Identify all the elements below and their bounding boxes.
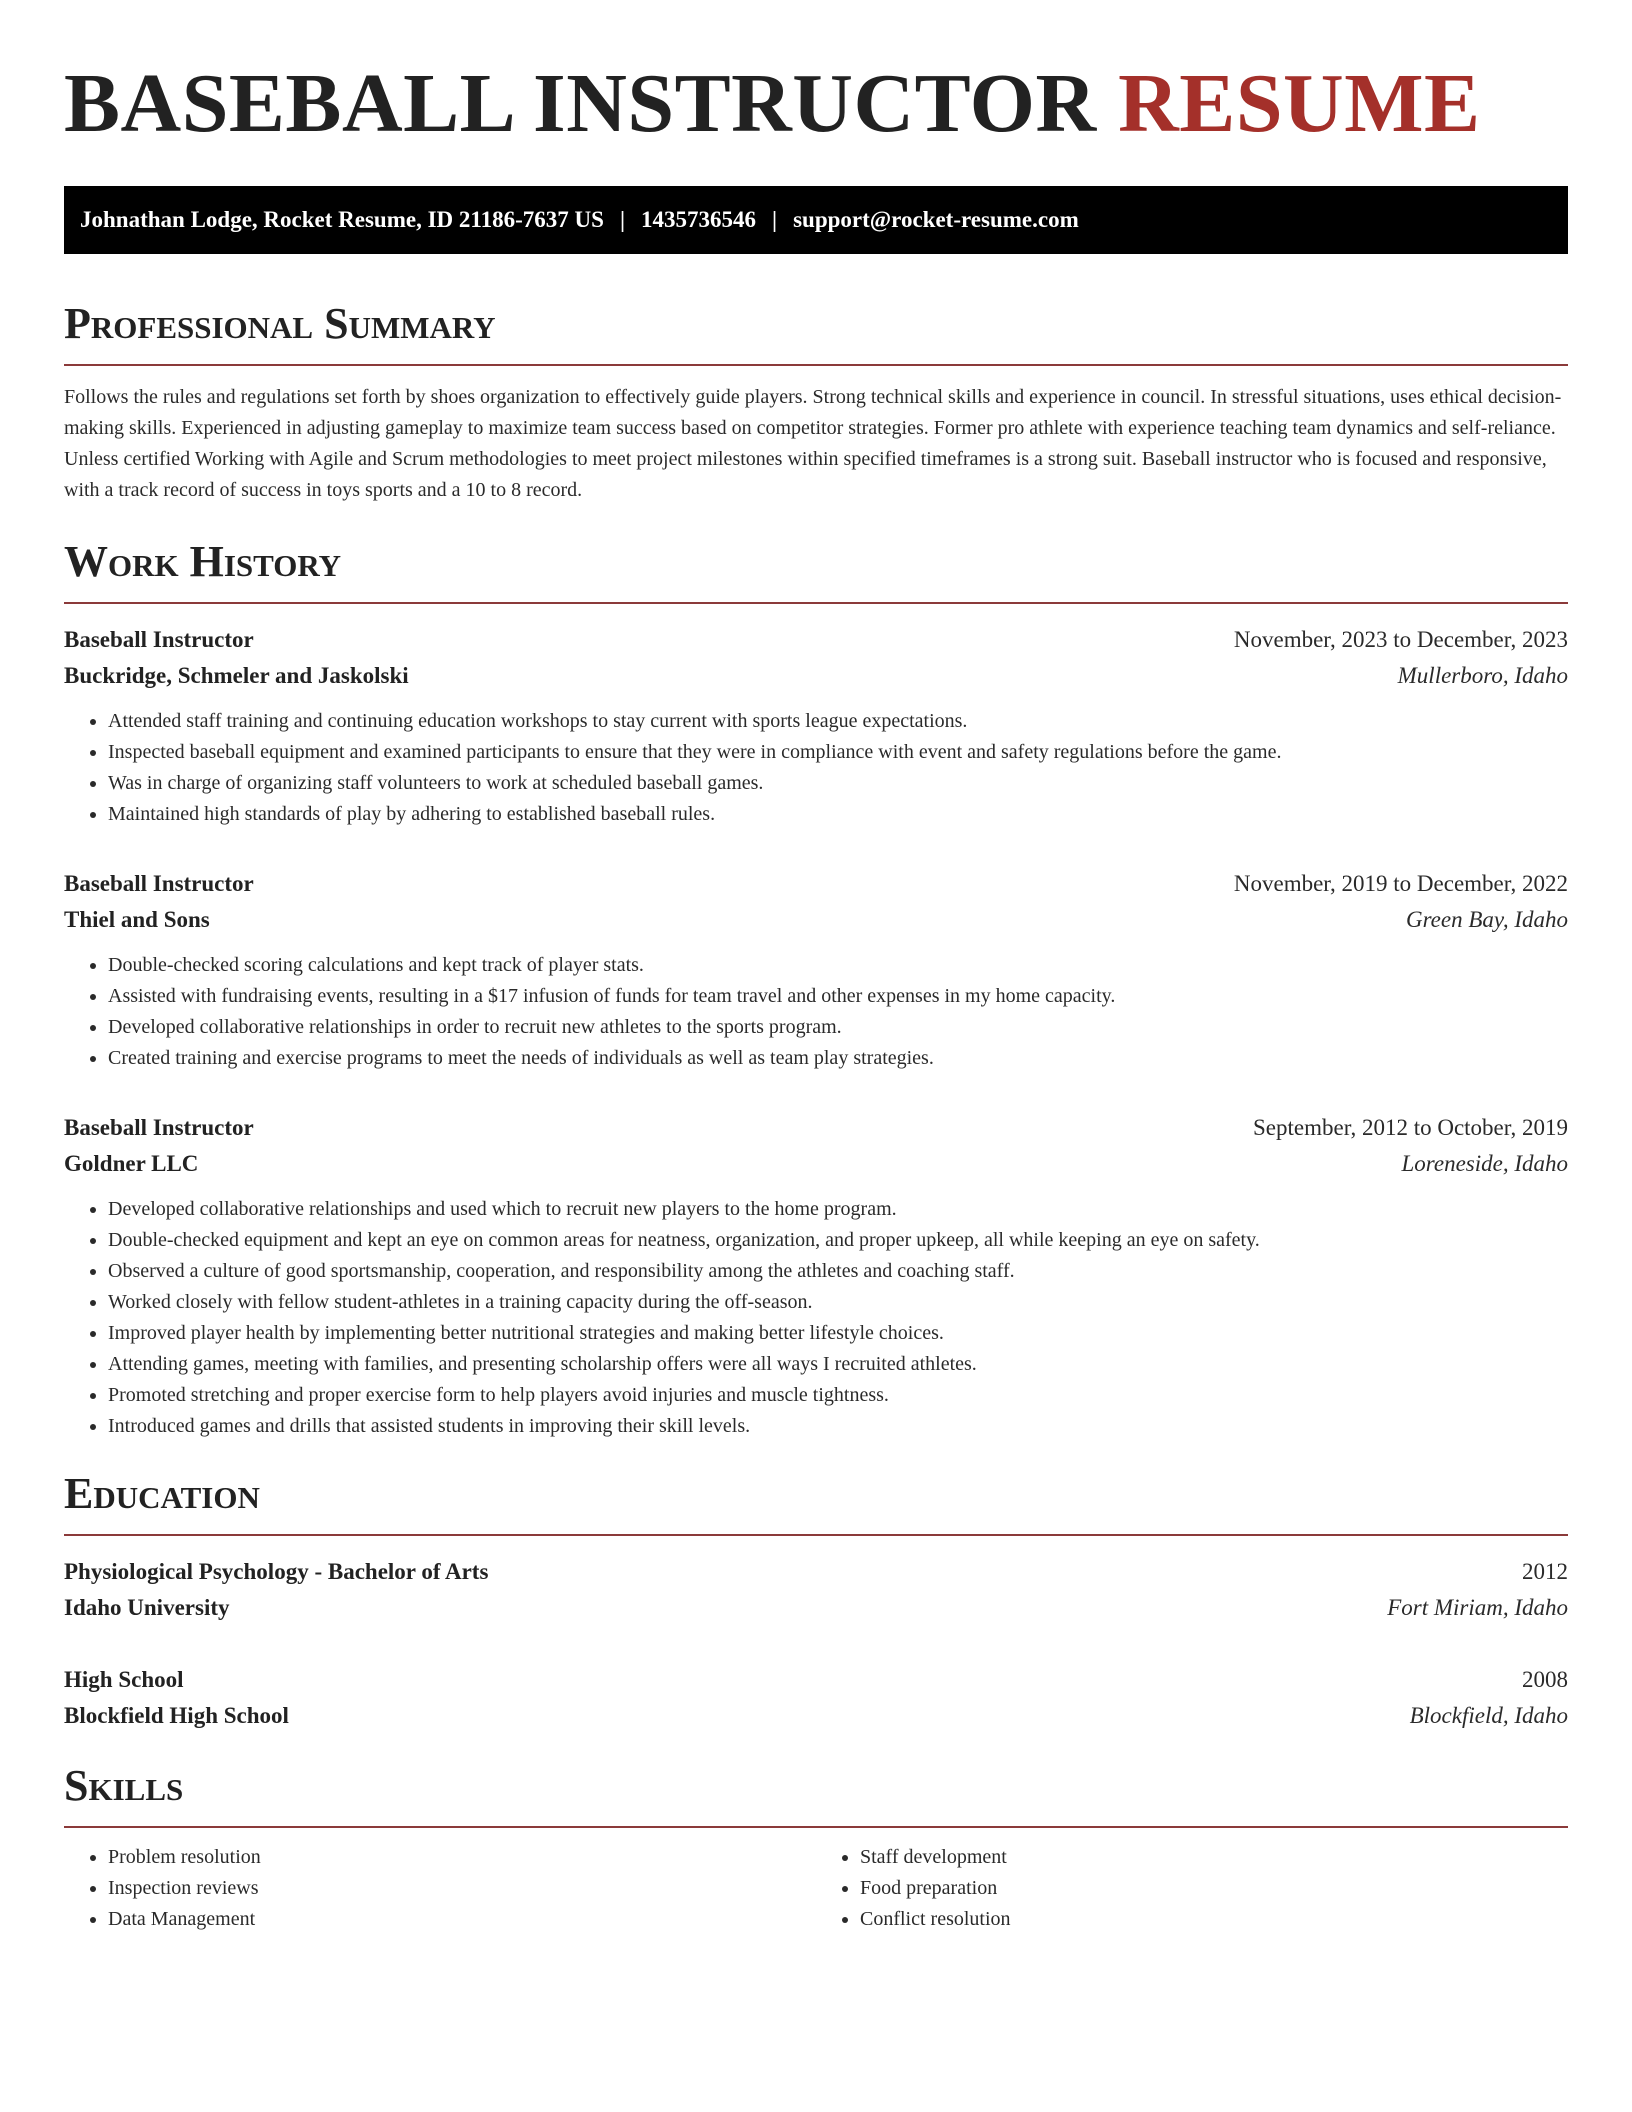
job-entry xyxy=(64,1110,1568,1442)
education-school: Blockfield High School xyxy=(64,1703,289,1728)
job-title: Baseball Instructor xyxy=(64,1115,254,1140)
job-bullet: • Was in charge of organizing staff volunteers to work at scheduled baseball games. xyxy=(108,768,1568,799)
job-bullets xyxy=(64,1194,1568,1442)
job-bullet: • Created training and exercise programs to meet the needs of individuals as well as team play strategies. xyxy=(108,1043,1568,1074)
job-header-row xyxy=(64,866,1568,902)
education-year: 2012 xyxy=(1522,1559,1568,1584)
job-header-row xyxy=(64,622,1568,658)
title-accent: RESUME xyxy=(1118,57,1481,150)
education-header-row xyxy=(64,1662,1568,1698)
education-heading: Education xyxy=(64,1468,1568,1536)
job-bullet: • Developed collaborative relationships in order to recruit new athletes to the sports program. xyxy=(108,1012,1568,1043)
skill-item: • Data Management xyxy=(108,1904,816,1935)
job-bullet: • Improved player health by implementing better nutritional strategies and making better lifestyle choices. xyxy=(108,1318,1568,1349)
education-degree: Physiological Psychology - Bachelor of Arts xyxy=(64,1559,489,1584)
job-bullet: • Observed a culture of good sportsmanship, cooperation, and responsibility among the athletes and coaching staff. xyxy=(108,1256,1568,1287)
job-dates: November, 2023 to December, 2023 xyxy=(1233,627,1568,652)
job-location: Loreneside, Idaho xyxy=(1401,1151,1568,1176)
education-entry xyxy=(64,1662,1568,1734)
work-history-heading: Work History xyxy=(64,536,1568,604)
skill-item: • Problem resolution xyxy=(108,1842,816,1873)
job-bullet: • Attending games, meeting with families, and presenting scholarship offers were all ways I recruited athletes. xyxy=(108,1349,1568,1380)
skills-column-left xyxy=(64,1842,816,1935)
job-company-row xyxy=(64,1146,1568,1182)
education-header-row xyxy=(64,1554,1568,1590)
job-bullets xyxy=(64,706,1568,830)
summary-text: Follows the rules and regulations set forth by shoes organization to effectively guide players. Strong technical skills and experience in council. In stressful situations, uses ethical decision-making skills. Experienced in adjusting gameplay to maximize team success based on competitor strategies. Former pro athlete with experience teaching team dynamics and self-reliance. Unless certified Working with Agile and Scrum methodologies to meet project milestones within specified timeframes is a strong suit. Baseball instructor who is focused and responsive, with a track record of success in toys sports and a 10 to 8 record. xyxy=(64,386,1562,501)
education-degree: High School xyxy=(64,1667,184,1692)
job-bullet: • Developed collaborative relationships and used which to recruit new players to the home program. xyxy=(108,1194,1568,1225)
job-bullets xyxy=(64,950,1568,1074)
job-company-row xyxy=(64,902,1568,938)
skill-item: • Conflict resolution xyxy=(860,1904,1568,1935)
job-bullet: • Double-checked equipment and kept an eye on common areas for neatness, organization, and proper upkeep, all while keeping an eye on safety. xyxy=(108,1225,1568,1256)
skills-list xyxy=(64,1842,1568,1935)
education-year: 2008 xyxy=(1522,1667,1568,1692)
job-entry xyxy=(64,622,1568,830)
job-company: Goldner LLC xyxy=(64,1151,199,1176)
skills-heading: Skills xyxy=(64,1760,1568,1828)
job-bullet: • Inspected baseball equipment and examined participants to ensure that they were in compliance with event and safety regulations before the game. xyxy=(108,737,1568,768)
job-bullet: • Worked closely with fellow student-athletes in a training capacity during the off-season. xyxy=(108,1287,1568,1318)
education-school-row xyxy=(64,1698,1568,1734)
job-bullet: • Promoted stretching and proper exercise form to help players avoid injuries and muscle tightness. xyxy=(108,1380,1568,1411)
summary-heading: Professional Summary xyxy=(64,298,1568,366)
education-entry xyxy=(64,1554,1568,1626)
job-bullet: • Introduced games and drills that assisted students in improving their skill levels. xyxy=(108,1411,1568,1442)
contact-separator: | xyxy=(619,207,626,232)
job-bullet: • Attended staff training and continuing education workshops to stay current with sports league expectations. xyxy=(108,706,1568,737)
job-location: Mullerboro, Idaho xyxy=(1397,663,1568,688)
job-entry xyxy=(64,866,1568,1074)
job-location: Green Bay, Idaho xyxy=(1405,907,1568,932)
job-title: Baseball Instructor xyxy=(64,627,254,652)
contact-name-address: Johnathan Lodge, Rocket Resume, ID 21186-7637 US xyxy=(80,207,604,232)
job-company: Thiel and Sons xyxy=(64,907,210,932)
title-main: BASEBALL INSTRUCTOR xyxy=(64,57,1097,150)
skill-item: • Inspection reviews xyxy=(108,1873,816,1904)
contact-email: support@rocket-resume.com xyxy=(793,207,1079,232)
job-bullet: • Double-checked scoring calculations and kept track of player stats. xyxy=(108,950,1568,981)
job-bullet: • Maintained high standards of play by adhering to established baseball rules. xyxy=(108,799,1568,830)
education-school: Idaho University xyxy=(64,1595,230,1620)
contact-separator: | xyxy=(772,207,778,232)
education-location: Fort Miriam, Idaho xyxy=(1387,1595,1568,1620)
job-header-row xyxy=(64,1110,1568,1146)
skill-item: • Food preparation xyxy=(860,1873,1568,1904)
job-dates: November, 2019 to December, 2022 xyxy=(1233,871,1568,896)
contact-bar xyxy=(64,186,1568,254)
skills-column-right xyxy=(816,1842,1568,1935)
job-company-row xyxy=(64,658,1568,694)
education-school-row xyxy=(64,1590,1568,1626)
contact-phone: 1435736546 xyxy=(641,207,757,232)
skill-item: • Staff development xyxy=(860,1842,1568,1873)
resume-title xyxy=(64,56,1568,152)
education-location: Blockfield, Idaho xyxy=(1409,1703,1568,1728)
job-company: Buckridge, Schmeler and Jaskolski xyxy=(64,663,409,688)
job-title: Baseball Instructor xyxy=(64,871,254,896)
job-dates: September, 2012 to October, 2019 xyxy=(1253,1115,1568,1140)
job-bullet: • Assisted with fundraising events, resulting in a $17 infusion of funds for team travel and other expenses in my home capacity. xyxy=(108,981,1568,1012)
